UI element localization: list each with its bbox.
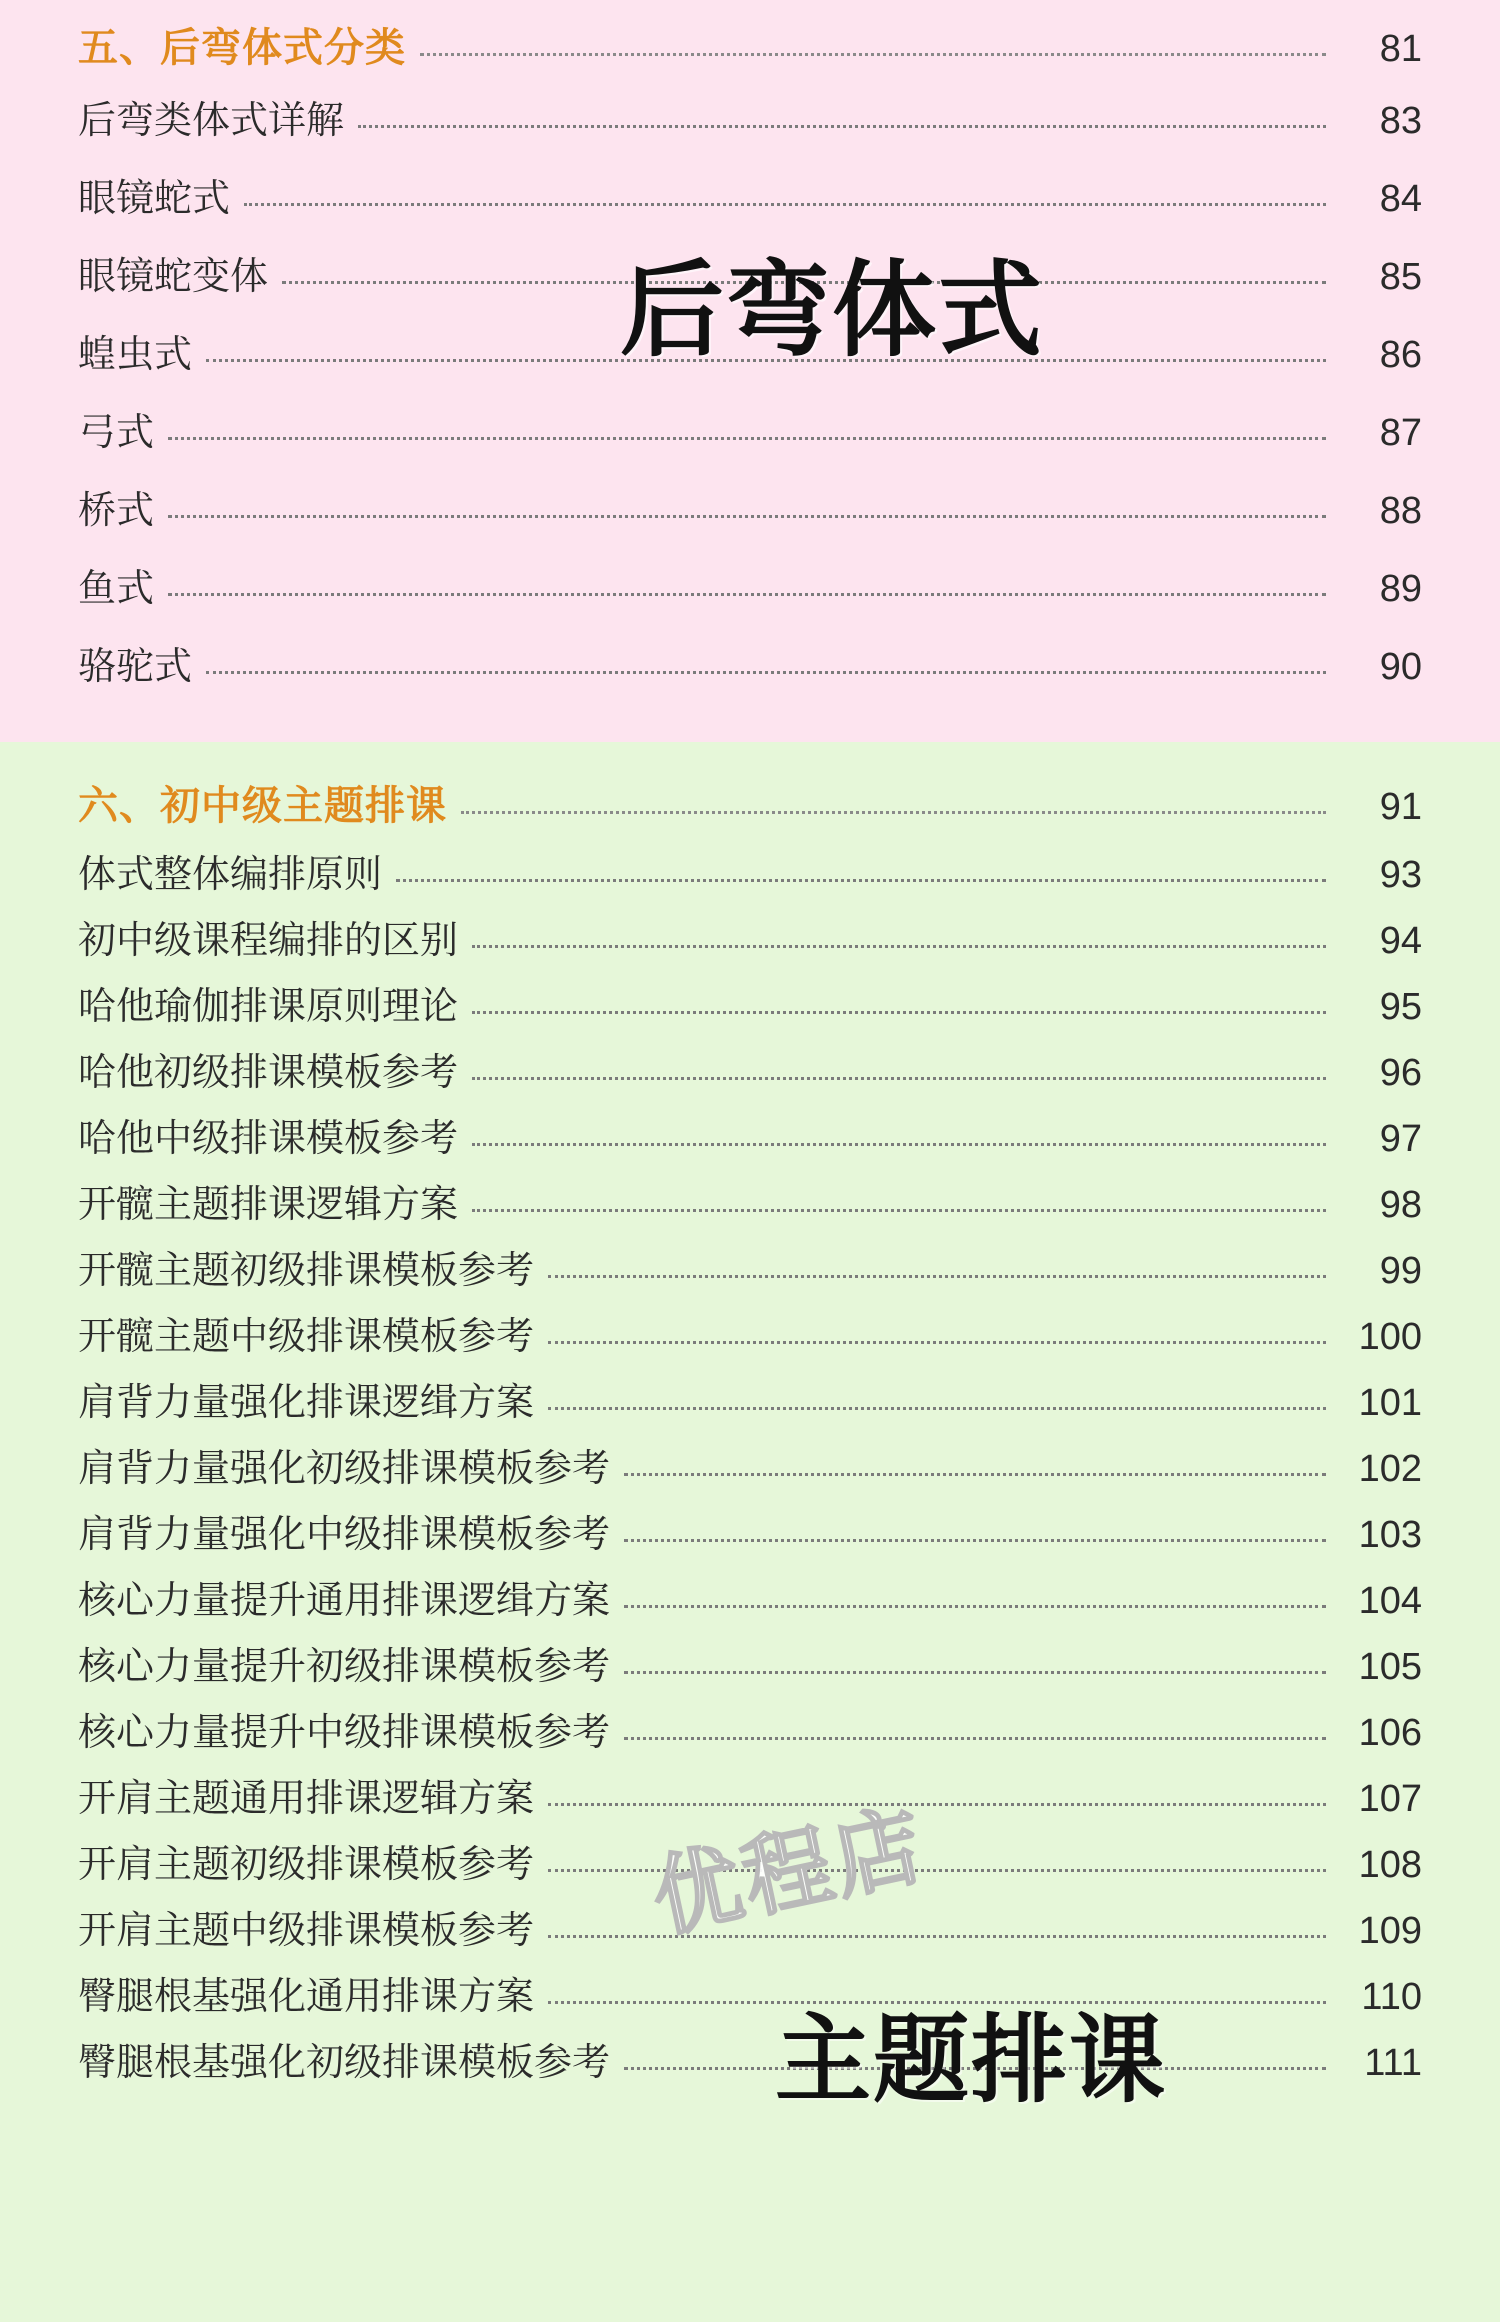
toc-entry-page: 88	[1379, 490, 1422, 532]
toc-entry-label: 眼镜蛇式	[78, 178, 231, 220]
toc-entry[interactable]	[78, 1516, 1422, 1554]
toc-entry[interactable]	[78, 1186, 1422, 1224]
toc-leader-dots	[624, 1473, 1326, 1476]
toc-leader-dots	[206, 359, 1326, 362]
toc-leader-dots	[624, 2067, 1326, 2070]
toc-entry-label: 肩背力量强化初级排课模板参考	[78, 1448, 611, 1490]
toc-entry-label: 哈他中级排课模板参考	[78, 1118, 459, 1160]
toc-leader-dots	[244, 203, 1326, 206]
toc-entry[interactable]	[78, 1978, 1422, 2016]
toc-entry-label: 开髋主题中级排课模板参考	[78, 1316, 535, 1358]
toc-leader-dots	[461, 811, 1326, 814]
toc-entry-label: 初中级课程编排的区别	[78, 920, 459, 962]
toc-entry-page: 100	[1358, 1316, 1422, 1358]
toc-leader-dots	[548, 1869, 1326, 1872]
toc-entry-page: 111	[1364, 2042, 1422, 2084]
toc-heading-theme-class[interactable]	[78, 786, 1422, 826]
toc-entry-page: 109	[1358, 1910, 1422, 1952]
section-backbend	[0, 0, 1500, 742]
toc-leader-dots	[396, 879, 1326, 882]
toc-entry-label: 臀腿根基强化通用排课方案	[78, 1976, 535, 2018]
toc-entry-page: 86	[1379, 334, 1422, 376]
toc-entry-label: 桥式	[78, 490, 155, 532]
toc-entry[interactable]	[78, 856, 1422, 894]
toc-entry[interactable]	[78, 492, 1422, 530]
toc-entry-page: 90	[1379, 646, 1422, 688]
toc-leader-dots	[624, 1671, 1326, 1674]
toc-entry-label: 开髋主题初级排课模板参考	[78, 1250, 535, 1292]
toc-entry-page: 98	[1379, 1184, 1422, 1226]
toc-entry[interactable]	[78, 1780, 1422, 1818]
toc-entry[interactable]	[78, 988, 1422, 1026]
toc-leader-dots	[282, 281, 1326, 284]
toc-entry-page: 99	[1379, 1250, 1422, 1292]
toc-entry-page: 83	[1379, 100, 1422, 142]
toc-entry-label: 开肩主题通用排课逻辑方案	[78, 1778, 535, 1820]
toc-entry[interactable]	[78, 1120, 1422, 1158]
toc-leader-dots	[624, 1605, 1326, 1608]
toc-entry-label: 哈他初级排课模板参考	[78, 1052, 459, 1094]
toc-entry-label: 眼镜蛇变体	[78, 256, 269, 298]
toc-entry[interactable]	[78, 258, 1422, 296]
toc-entry-label: 后弯类体式详解	[78, 100, 345, 142]
toc-leader-dots	[548, 1341, 1326, 1344]
toc-entry-label: 弓式	[78, 412, 155, 454]
toc-heading-page: 91	[1379, 786, 1422, 828]
toc-leader-dots	[168, 515, 1326, 518]
toc-entry-label: 臀腿根基强化初级排课模板参考	[78, 2042, 611, 2084]
toc-entry[interactable]	[78, 1384, 1422, 1422]
section-theme-class	[0, 742, 1500, 2322]
toc-leader-dots	[472, 1143, 1326, 1146]
toc-entry-page: 102	[1358, 1448, 1422, 1490]
toc-entry-page: 106	[1358, 1712, 1422, 1754]
toc-entry-label: 体式整体编排原则	[78, 854, 383, 896]
toc-entry[interactable]	[78, 648, 1422, 686]
toc-heading-backbend[interactable]	[78, 28, 1422, 68]
toc-leader-dots	[472, 1077, 1326, 1080]
toc-leader-dots	[624, 1539, 1326, 1542]
toc-leader-dots	[624, 1737, 1326, 1740]
toc-entry-label: 开髋主题排课逻辑方案	[78, 1184, 459, 1226]
toc-leader-dots	[548, 1407, 1326, 1410]
toc-entry[interactable]	[78, 414, 1422, 452]
toc-entry[interactable]	[78, 336, 1422, 374]
toc-entry-page: 85	[1379, 256, 1422, 298]
toc-entry-page: 84	[1379, 178, 1422, 220]
toc-leader-dots	[206, 671, 1326, 674]
toc-leader-dots	[472, 1011, 1326, 1014]
toc-leader-dots	[548, 1803, 1326, 1806]
toc-entry[interactable]	[78, 1912, 1422, 1950]
toc-entry-label: 鱼式	[78, 568, 155, 610]
toc-entry-page: 105	[1358, 1646, 1422, 1688]
toc-entry-page: 104	[1358, 1580, 1422, 1622]
toc-entry[interactable]	[78, 1846, 1422, 1884]
toc-leader-dots	[472, 1209, 1326, 1212]
toc-entry-page: 101	[1358, 1382, 1422, 1424]
toc-entry-label: 肩背力量强化排课逻缉方案	[78, 1382, 535, 1424]
toc-leader-dots	[168, 437, 1326, 440]
toc-heading-page: 81	[1379, 28, 1422, 70]
toc-entry-page: 110	[1361, 1976, 1422, 2018]
toc-entry[interactable]	[78, 180, 1422, 218]
toc-entry[interactable]	[78, 1252, 1422, 1290]
toc-entry[interactable]	[78, 922, 1422, 960]
toc-entry-label: 蝗虫式	[78, 334, 193, 376]
toc-leader-dots	[420, 53, 1326, 56]
toc-entry-label: 核心力量提升中级排课模板参考	[78, 1712, 611, 1754]
toc-entry-label: 骆驼式	[78, 646, 193, 688]
toc-entry-label: 哈他瑜伽排课原则理论	[78, 986, 459, 1028]
toc-entry-page: 107	[1358, 1778, 1422, 1820]
toc-entry[interactable]	[78, 1054, 1422, 1092]
toc-entry-label: 开肩主题中级排课模板参考	[78, 1910, 535, 1952]
toc-entry-page: 87	[1379, 412, 1422, 454]
toc-entry-label: 核心力量提升通用排课逻缉方案	[78, 1580, 611, 1622]
toc-entry-page: 108	[1358, 1844, 1422, 1886]
toc-leader-dots	[548, 1935, 1326, 1938]
toc-entry-label: 肩背力量强化中级排课模板参考	[78, 1514, 611, 1556]
toc-leader-dots	[548, 1275, 1326, 1278]
toc-entry[interactable]	[78, 1450, 1422, 1488]
toc-entry-page: 94	[1379, 920, 1422, 962]
toc-entry[interactable]	[78, 1582, 1422, 1620]
toc-heading-label: 六、初中级主题排课	[78, 784, 447, 828]
toc-leader-dots	[472, 945, 1326, 948]
toc-entry[interactable]	[78, 1318, 1422, 1356]
toc-leader-dots	[358, 125, 1326, 128]
section-overlay-title-theme: 主题排课	[775, 2004, 1167, 2116]
toc-entry[interactable]	[78, 1648, 1422, 1686]
toc-heading-label: 五、后弯体式分类	[78, 26, 406, 70]
toc-entry-page: 89	[1379, 568, 1422, 610]
toc-entry-label: 开肩主题初级排课模板参考	[78, 1844, 535, 1886]
toc-entry-label: 核心力量提升初级排课模板参考	[78, 1646, 611, 1688]
toc-leader-dots	[548, 2001, 1326, 2004]
watermark: 优程店	[643, 1792, 936, 1951]
toc-entry-page: 95	[1379, 986, 1422, 1028]
toc-entry[interactable]	[78, 570, 1422, 608]
toc-entry[interactable]	[78, 1714, 1422, 1752]
toc-entry-page: 97	[1379, 1118, 1422, 1160]
toc-entry-page: 103	[1358, 1514, 1422, 1556]
toc-leader-dots	[168, 593, 1326, 596]
toc-entry[interactable]	[78, 2044, 1422, 2082]
toc-entry-page: 96	[1379, 1052, 1422, 1094]
section-overlay-title-backbend: 后弯体式	[620, 249, 1045, 371]
toc-entry-page: 93	[1379, 854, 1422, 896]
toc-entry[interactable]	[78, 102, 1422, 140]
